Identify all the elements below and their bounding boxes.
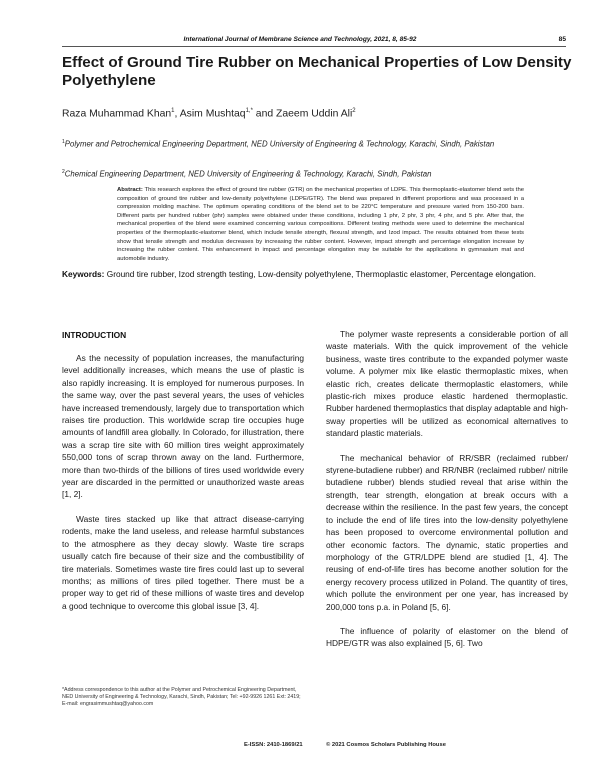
correspondence-footnote xyxy=(62,687,302,708)
affiliation-mark: 1 xyxy=(62,139,65,145)
right-column xyxy=(326,328,568,650)
author-affiliation-mark: 1,* xyxy=(245,108,253,114)
author-separator: and xyxy=(252,108,277,120)
author-name: Raza Muhammad Khan xyxy=(62,108,172,120)
affiliation-1 xyxy=(62,137,562,150)
footnote-email: E-mail: engrasimmushtaq@yahoo.com xyxy=(62,701,154,707)
keywords-text: Ground tire rubber, Izod strength testing, Low-density polyethylene, Thermoplastic elastomer, Percentage elongation. xyxy=(106,269,536,279)
journal-header: International Journal of Membrane Science and Technology, 2021, 8, 85-92 xyxy=(183,36,417,43)
keywords xyxy=(62,269,540,281)
abstract-text: This research explores the effect of ground tire rubber (GTR) on the mechanical properties of LDPE. This thermoplastic-elastomer blend sets the composition of ground tire rubber and low-density polyethylene (LDPE/GTR). The blend was prepared in different proportions and was processed in a compression molding machine. The optimum operating conditions of the blend set to be 220°C temperature and pressure varied from 150-200 bars. Different parts per hundred rubber (phr) samples were obtained under these conditions, including 1 phr, 2 phr, 3 phr, 4 phr, and 5 phr. After that, the mechanical properties of the blend were examined concerning various compositions. Different testing methods were used to determine the mechanical properties of the thermoplastic-elastomer blend, which include tensile strength, flexural strength, and Izod impact. The results obtained from these tests show that tensile strength and modulus decreases by increasing the rubber content. However, impact strength and percentage elongation increase by increasing the rubber content. This enhancement in impact and percentage elongation may be suitable for the applications in gymnasium mat and automobile industry. xyxy=(117,187,524,262)
article-title: Effect of Ground Tire Rubber on Mechanical Properties of Low Density Polyethylene xyxy=(62,54,572,89)
affiliation-text: Polymer and Petrochemical Engineering Department, NED University of Engineering & Technology, Karachi, Sindh, Pakistan xyxy=(64,139,495,149)
body-paragraph: Waste tires stacked up like that attract disease-carrying rodents, make the land useless, and release harmful substances to the atmosphere as they decay slowly. Waste tire scraps usually catch fire because of their size and the combustibility of tire materials. Sometimes waste tire fires could last up to several months; as millions of tires piled together. There must be a proper way to get rid of these millions of waste tires and develop a good technique to overcome this global issue [3, 4]. xyxy=(62,513,304,611)
author-name: Zaeem Uddin Ali xyxy=(276,108,353,120)
header-divider xyxy=(62,46,566,47)
author-affiliation-mark: 2 xyxy=(352,108,356,114)
affiliation-text: Chemical Engineering Department, NED University of Engineering & Technology, Karachi, Sindh, Pakistan xyxy=(64,169,432,179)
author-affiliation-mark: 1 xyxy=(171,108,175,114)
footnote-address: *Address correspondence to this author at the Polymer and Petrochemical Engineering Department, NED University of Engineering & Technology, Karachi, Sindh, Pakistan; Tel: +92-9926 1261 Ext: 2419; xyxy=(62,687,301,700)
footer-publisher: © 2021 Cosmos Scholars Publishing House xyxy=(326,742,446,748)
author-list xyxy=(62,108,356,119)
body-paragraph: As the necessity of population increases, the manufacturing level additionally increases, which means the use of plastic is also rapidly increasing. It is employed for numerous purposes. In the same way, over the past several years, the uses of vehicles have increased tremendously, largely due to transportation which raises tire production. This worldwide scrap tire occupies huge amounts of landfill area globally. In Colorado, for illustration, there was a scrap tire site with 60 million tires weight approximately 550,000 tons of scrap thrown away on the land. Furthermore, more than two-thirds of the billions of tires used worldwide every year are discarded in the permitted or unauthorized waste areas [1, 2]. xyxy=(62,353,304,500)
affiliation-2 xyxy=(62,167,562,180)
body-paragraph: The influence of polarity of elastomer on the blend of HDPE/GTR was also explained [5, 6]. Two xyxy=(326,625,568,649)
author-name: Asim Mushtaq xyxy=(179,108,246,120)
abstract-label: Abstract: xyxy=(117,187,143,193)
abstract xyxy=(117,186,524,263)
affiliation-mark: 2 xyxy=(62,169,65,175)
body-paragraph: The mechanical behavior of RR/SBR (reclaimed rubber/ styrene-butadiene rubber) and RR/NBR (reclaimed rubber/ nitrile butadiene rubber) blends studied reveal that arise within the strength, tear strength, elongation at break occurs with a decrease within the resilience. In the past few years, the concept to include the end of life tires into the low-density polyethylene has been proposed to overcome environmental pollution and other economic factors. The dynamic, static properties and morphology of the GTR/LDPE blend are studied [1, 4]. The reusing of end-of-life tires has become another solution for the energy recovery process utilized in Poland. The quantity of tires, which pollute the environment per one year, has increased by 200,000 tons p.a. in Poland [5, 6]. xyxy=(326,452,568,612)
section-heading-introduction: INTRODUCTION xyxy=(62,330,127,340)
author-separator: , xyxy=(174,108,180,120)
keywords-label: Keywords: xyxy=(62,269,105,279)
body-paragraph: The polymer waste represents a considerable portion of all waste materials. With the quick improvement of the vehicle business, waste tires contribute to the expanded polymer waste volume. A polymer mix like elastic thermoplastic mixes, when elastic rich, creates delicate thermoplastic elastomers, while plastic-rich mixes produce elastic hardened thermoplastic. Rubber hardened thermoplastics that display adaptable and high-sway properties will be utilized as economical alternatives to standard plastic materials. xyxy=(326,329,568,439)
page-number: 85 xyxy=(558,36,566,43)
left-column xyxy=(62,352,304,612)
footer-issn: E-ISSN: 2410-1869/21 xyxy=(244,742,303,748)
